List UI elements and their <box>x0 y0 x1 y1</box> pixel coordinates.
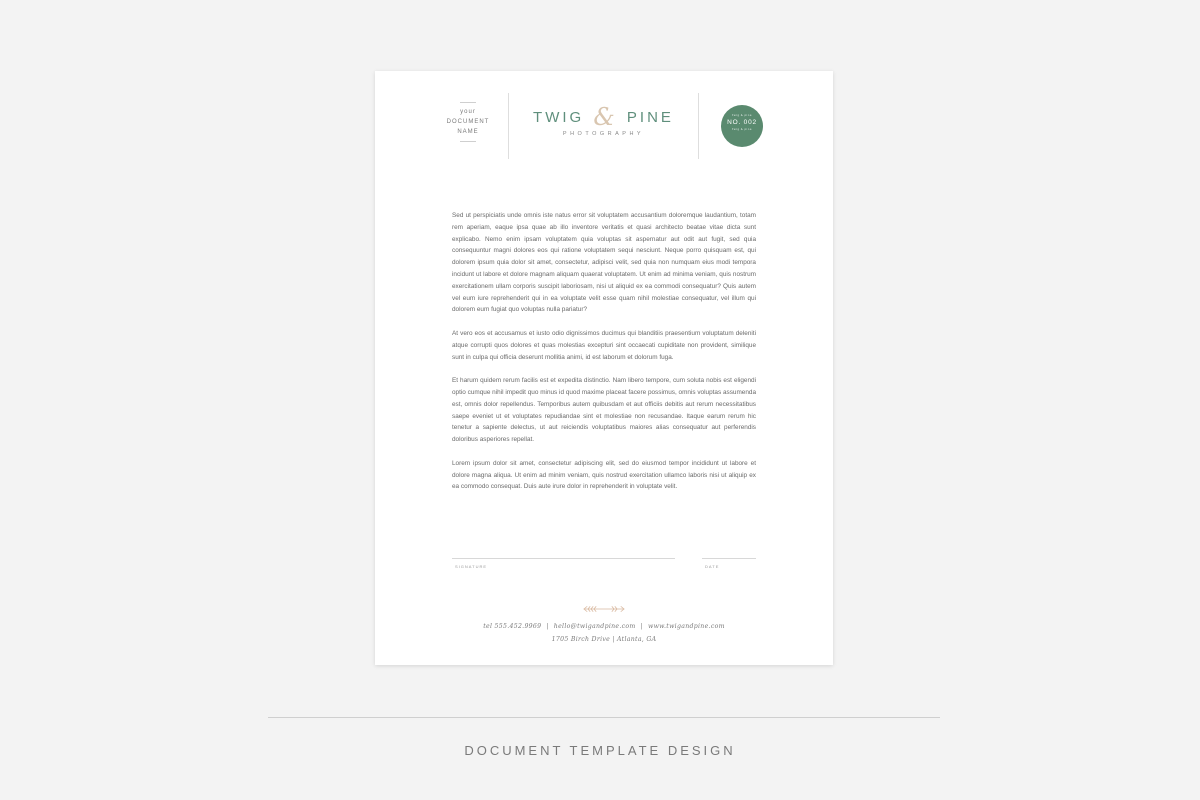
body-paragraph-1: Sed ut perspiciatis unde omnis iste natus error sit voluptatem accusantium doloremque laudantium, totam rem aperiam, eaque ipsa quae ab illo inventore veritatis et quasi architecto beatae vitae dicta sunt explicabo. Nemo enim ipsam voluptatem quia voluptas sit aspernatur aut odit aut fugit, sed quia consequuntur magni dolores eos qui ratione voluptatem sequi nesciunt. Neque porro quisquam est, qui dolorem ipsum quia dolor sit amet, consectetur, adipisci velit, sed quia non numquam eius modi tempora incidunt ut labore et dolore magnam aliquam quaerat voluptatem. Ut enim ad minima veniam, quis nostrum exercitationem ullam corporis suscipit laboriosam, nisi ut aliquid ex ea commodi consequatur? Quis autem vel eum iure reprehenderit qui in ea voluptate velit esse quam nihil molestiae consequatur, vel illum qui dolorem eum fugiat quo voluptas nulla pariatur? <box>452 212 756 314</box>
badge-number: NO. 002 <box>727 119 757 126</box>
contact-website: www.twigandpine.com <box>647 623 725 630</box>
letter-body <box>452 210 756 505</box>
arrow-ornament-icon <box>581 605 627 613</box>
body-paragraph-2: At vero eos et accusamus et iusto odio dignissimos ducimus qui blanditiis praesentium voluptatum deleniti atque corrupti quos dolores et quas molestias excepturi sint occaecati cupiditate non provident, similique sunt in culpa qui officia deserunt mollitia animi, id est laborum et dolorum fuga. <box>452 329 756 361</box>
letterhead-document <box>375 71 833 665</box>
doc-name-top-rule <box>460 102 476 103</box>
brand-subtitle: PHOTOGRAPHY <box>562 131 645 137</box>
document-name-block <box>441 102 495 142</box>
doc-name-line-1: your <box>460 109 476 115</box>
doc-name-bottom-rule <box>460 141 476 142</box>
brand-name <box>509 103 698 131</box>
contact-footer <box>375 621 833 646</box>
brand-name-left: TWIG <box>533 109 585 126</box>
badge-top-text: twig & pine <box>732 114 752 117</box>
signature-label: SIGNATURE <box>455 564 488 569</box>
date-label: DATE <box>705 564 720 569</box>
brand-logo <box>509 103 698 137</box>
badge-bottom-text: twig & pine <box>732 128 752 131</box>
contact-line-1: tel 555.452.9969 | hello@twigandpine.com | www.twigandpine.com <box>483 623 725 630</box>
header-divider-right <box>698 93 699 159</box>
date-line <box>702 558 756 559</box>
brand-name-right: PINE <box>626 109 674 126</box>
caption-divider <box>268 717 940 718</box>
body-paragraph-3: Et harum quidem rerum facilis est et expedita distinctio. Nam libero tempore, cum soluta nobis est eligendi optio cumque nihil impedit quo minus id quod maxime placeat facere possimus, omnis voluptas assumenda est, omnis dolor repellendus. Temporibus autem quibusdam et aut officiis debitis aut rerum necessitatibus saepe eveniet ut et voluptates repudiandae sint et molestiae non recusandae. Itaque earum rerum hic tenetur a sapiente delectus, ut aut reiciendis voluptatibus maiores alias consequatur aut perferendis doloribus asperiores repellat. <box>452 377 756 444</box>
contact-address: 1705 Birch Drive | Atlanta, GA <box>551 635 657 643</box>
contact-email: hello@twigandpine.com <box>553 623 636 630</box>
number-badge <box>721 105 763 147</box>
body-paragraph-4: Lorem ipsum dolor sit amet, consectetur adipiscing elit, sed do eiusmod tempor incididunt ut labore et dolore magna aliqua. Ut enim ad minim veniam, quis nostrud exercitation ullamco laboris nisi ut aliquip ex ea commodo consequat. Duis aute irure dolor in reprehenderit in voluptate velit. <box>452 459 756 491</box>
brand-ampersand: & <box>593 103 618 131</box>
signature-line <box>452 558 675 559</box>
doc-name-line-3: NAME <box>457 129 479 135</box>
caption-title: DOCUMENT TEMPLATE DESIGN <box>464 743 736 758</box>
contact-phone: tel 555.452.9969 <box>483 623 542 630</box>
doc-name-line-2: DOCUMENT <box>446 119 490 125</box>
